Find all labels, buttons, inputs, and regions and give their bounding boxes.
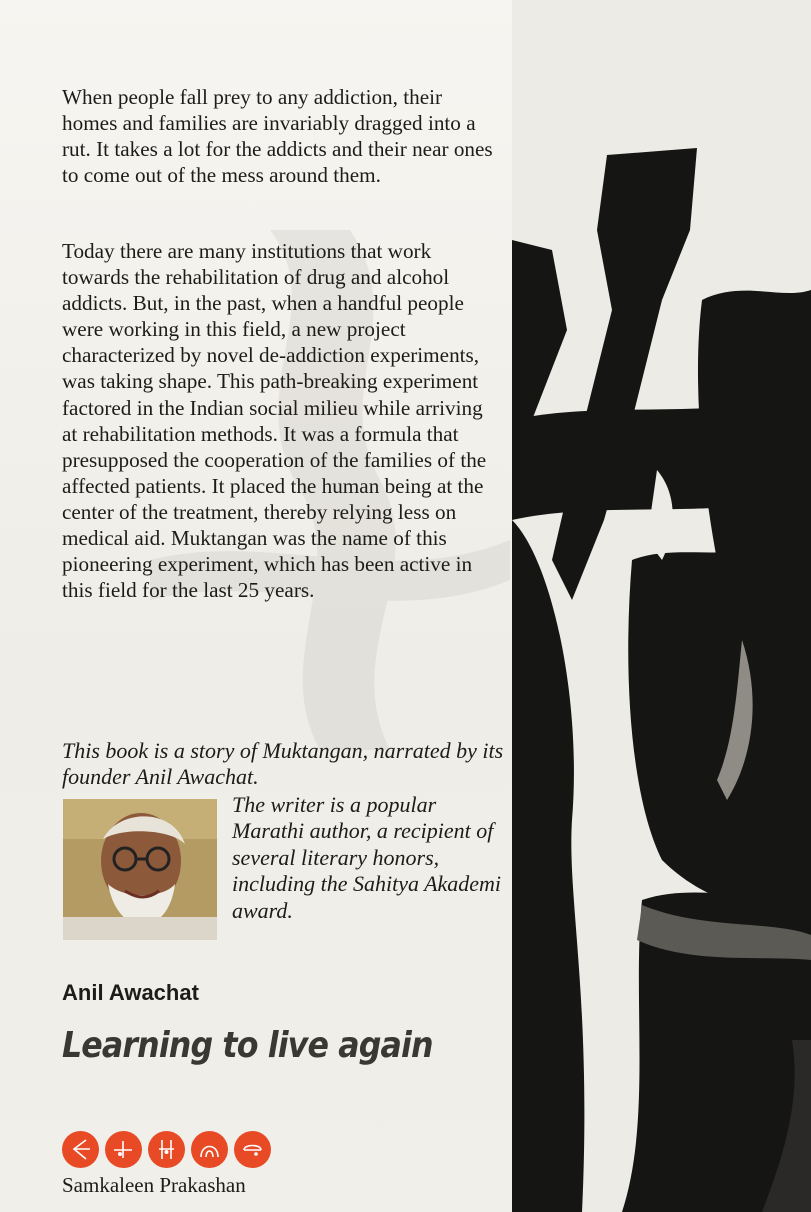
description-paragraph-2: Today there are many institutions that work towards the rehabilitation of drug and alcohol addicts. But, in the past, when a handful people were working in this field, a new project characterized by novel de-addiction experiments, was taking shape. This path-breaking experiment factored in the Indian social milieu while arriving at rehabilitation methods. It was a formula that presupposed the cooperation of the families of the affected patients. It placed the human being at the center of the treatment, thereby relying less on medical aid. Muktangan was the name of this pioneering experiment, which has been active in this field for the last 25 years. (62, 239, 487, 603)
description-paragraph-1: When people fall prey to any addiction, their homes and families are invariably dragged into a rut. It takes a lot for the addicts and their near ones to come out of the mess around them. (62, 85, 493, 188)
author-name: Anil Awachat (62, 980, 199, 1005)
book-intro-text: This book is a story of Muktangan, narrated by its founder Anil Awachat. (62, 738, 504, 790)
publisher-logo-circle (234, 1131, 271, 1168)
brush-art-panel (512, 0, 811, 1212)
publisher-logo-circle (191, 1131, 228, 1168)
brush-calligraphy-art (512, 0, 811, 1212)
author-bio-text: The writer is a popular Marathi author, a recipient of several literary honors, including the Sahitya Akademi award. (232, 792, 502, 923)
publisher-name: Samkaleen Prakashan (62, 1173, 246, 1197)
publisher-logo-circle (105, 1131, 142, 1168)
book-title: Learning to live again (62, 1025, 433, 1066)
author-portrait-image (63, 799, 217, 940)
publisher-logo-circle (62, 1131, 99, 1168)
author-photo (63, 799, 217, 940)
publisher-logo-circle (148, 1131, 185, 1168)
publisher-logo-icon (62, 1131, 271, 1168)
